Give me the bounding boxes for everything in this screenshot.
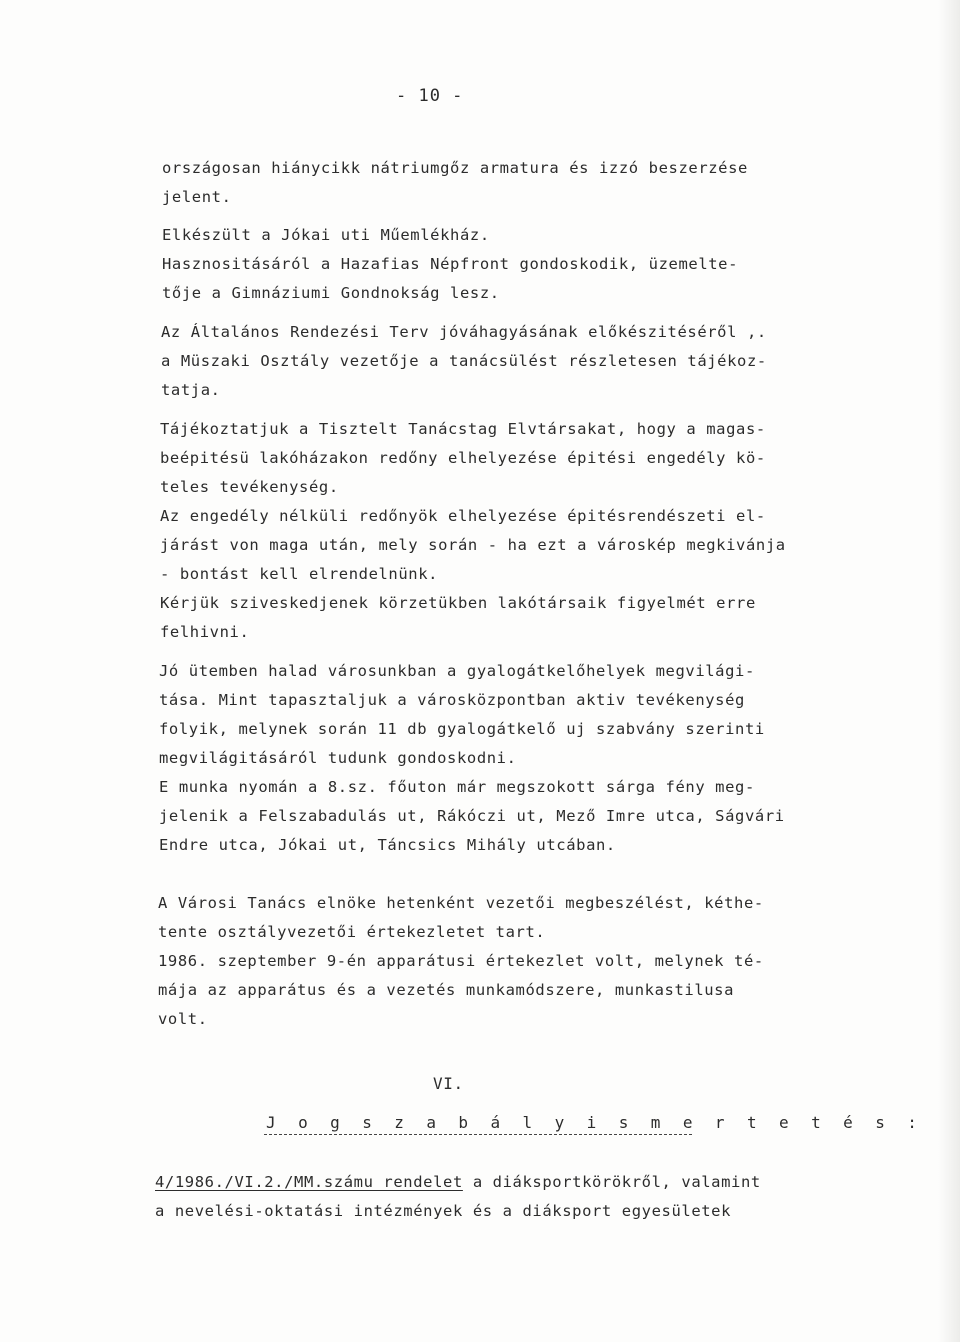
text-line: a Müszaki Osztály vezetője a tanácsülést részletesen tájékoz- (161, 352, 767, 370)
text-line: Az engedély nélküli redőnyök elhelyezése épitésrendészeti el- (160, 507, 766, 525)
text-line: - bontást kell elrendelnünk. (160, 565, 439, 583)
text-line: Kérjük sziveskedjenek körzetükben lakótársaik figyelmét erre (160, 594, 756, 612)
text-line: a nevelési-oktatási intézmények és a diáksport egyesületek (155, 1202, 732, 1220)
text-line: E munka nyomán a 8.sz. főuton már megszokott sárga fény meg- (159, 778, 755, 796)
text-line: járást von maga után, mely során - ha ezt a városkép megkivánja (160, 536, 786, 554)
text-line: Endre utca, Jókai ut, Táncsics Mihály utcában. (159, 836, 616, 854)
text-line: folyik, melynek során 11 db gyalogátkelő uj szabvány szerinti (159, 720, 765, 738)
text-line: országosan hiánycikk nátriumgőz armatura és izzó beszerzése (162, 159, 748, 177)
law-description: a diáksportkörökről, valamint (462, 1173, 761, 1191)
text-line: jelenik a Felszabadulás ut, Rákóczi ut, Mező Imre utca, Ságvári (159, 807, 785, 825)
text-line: megvilágitásáról tudunk gondoskodni. (159, 749, 517, 767)
text-line: Jó ütemben halad városunkban a gyalogátkelőhelyek megvilági- (159, 662, 755, 680)
text-line: Tájékoztatjuk a Tisztelt Tanácstag Elvtársakat, hogy a magas- (160, 420, 766, 438)
text-line: beépitésü lakóházakon redőny elhelyezése épitési engedély kö- (160, 449, 766, 467)
law-reference: 4/1986./VI.2./MM.számu rendelet (155, 1173, 463, 1191)
text-line: volt. (158, 1010, 208, 1028)
text-line: Hasznositásáról a Hazafias Népfront gondoskodik, üzemelte- (162, 255, 739, 273)
text-line: tője a Gimnáziumi Gondnokság lesz. (162, 284, 500, 302)
text-line: mája az apparátus és a vezetés munkamódszere, munkastilusa (158, 981, 735, 999)
text-line: felhivni. (160, 623, 250, 641)
section-number: VI. (433, 1074, 464, 1093)
text-line (155, 1172, 761, 1192)
page-edge-shadow (938, 0, 960, 1342)
text-line: 1986. szeptember 9-én apparátusi értekezlet volt, melynek té- (158, 952, 764, 970)
text-line: tatja. (161, 381, 221, 399)
text-line: teles tevékenység. (160, 478, 339, 496)
text-line: tente osztályvezetői értekezletet tart. (158, 923, 546, 941)
page-number: - 10 - (396, 86, 464, 106)
section-title: J o g s z a b á l y i s m e r t e t é s : (266, 1113, 924, 1132)
text-line: Elkészült a Jókai uti Műemlékház. (162, 226, 490, 244)
section-title-underline (264, 1134, 692, 1135)
text-line: tása. Mint tapasztaljuk a városközpontban aktiv tevékenység (159, 691, 745, 709)
text-line: A Városi Tanács elnöke hetenként vezetői megbeszélést, kéthe- (158, 894, 764, 912)
text-line: jelent. (162, 188, 232, 206)
text-line: Az Általános Rendezési Terv jóváhagyásának előkészitéséről ,. (161, 323, 767, 341)
